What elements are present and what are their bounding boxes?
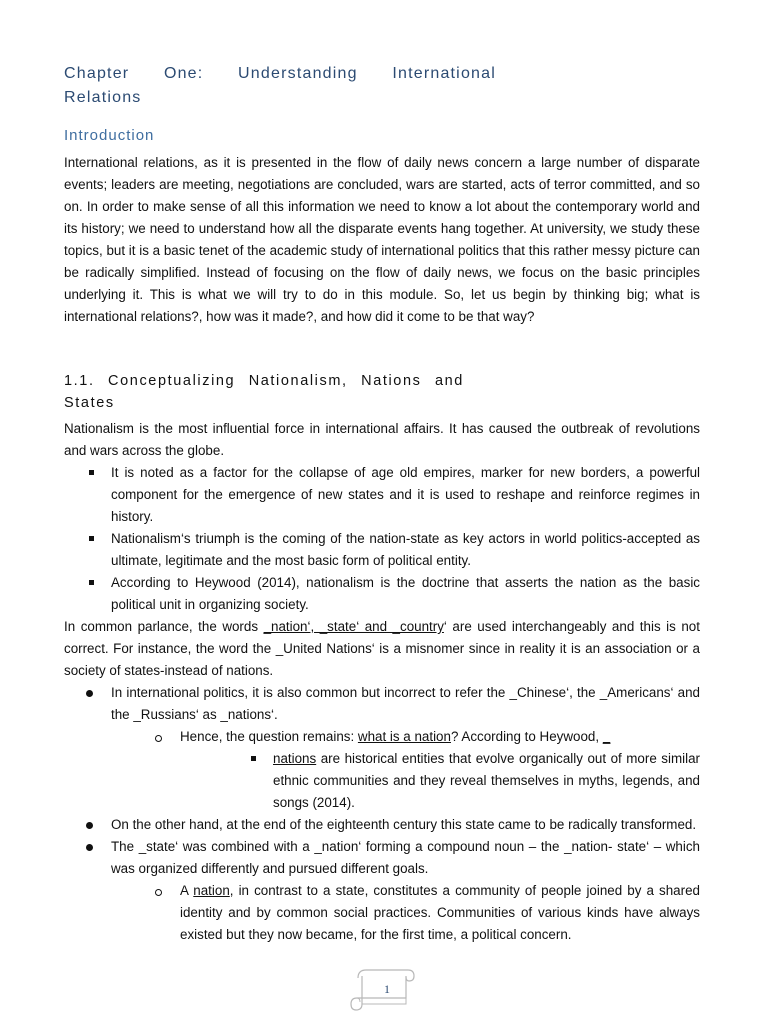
common-parlance-paragraph bbox=[64, 616, 700, 682]
list-item bbox=[64, 836, 700, 946]
section-heading-word: 1.1. bbox=[64, 373, 95, 389]
chapter-title-word: Chapter bbox=[64, 65, 130, 82]
introduction-paragraph: International relations, as it is presented in the flow of daily news concern a large number of disparate events; leaders are meeting, negotiations are concluded, wars are started, acts of terror committed, and so on. In order to make sense of all this information we need to know a lot about the contemporary world and its history; we need to understand how all the disparate events hang together. At university, we study these topics, but it is a basic tenet of the academic study of international politics that this rather messy picture can be radically simplified. Instead of focusing on the flow of daily news, we focus on the basic principles underlying it. This is what we will try to do in this module. So, let us begin by thinking big; what is international relations?, how was it made?, and how did it come to be that way? bbox=[64, 155, 700, 324]
nationalism-bullet-list bbox=[64, 462, 700, 616]
text-run: In common parlance, the words bbox=[64, 619, 264, 634]
underlined-mark: _ bbox=[602, 729, 611, 744]
section-heading-word: Nations bbox=[361, 373, 422, 389]
list-item-text: On the other hand, at the end of the eighteenth century this state came to be radically transformed. bbox=[111, 817, 697, 832]
underlined-question: what is a nation bbox=[357, 729, 451, 744]
list-item bbox=[134, 880, 700, 946]
chapter-title-line2: Relations bbox=[64, 89, 142, 106]
text-run: Hence, the question remains: bbox=[180, 729, 358, 744]
list-item: It is noted as a factor for the collapse of age old empires, marker for new borders, a powerful component for the emergence of new states and it is used to reshape and reinforce regimes in history. bbox=[64, 462, 700, 528]
bullet-circle-icon bbox=[155, 735, 162, 742]
text-run: ‘ are used interchangeably and this is not correct. For instance, the word the _United Nations‘ is a misnomer since in reality it is an association or a society of states-instead of nations. bbox=[64, 619, 700, 678]
text-run: , in contrast to a state, constitutes a community of people joined by a shared identity and by common social practices. Communities of various kinds have always existed but they now became, for the first time, a political concern. bbox=[180, 883, 700, 942]
section-heading-word: Nationalism, bbox=[248, 373, 348, 389]
nationalism-paragraph: Nationalism is the most influential force in international affairs. It has caused the outbreak of revolutions and wars across the globe. bbox=[64, 421, 700, 458]
bullet-dot-icon bbox=[86, 822, 93, 829]
text-run: ? According to Heywood, bbox=[450, 729, 603, 744]
underlined-term: nation bbox=[193, 883, 230, 898]
list-item-text: The _state‘ was combined with a _nation‘ forming a compound noun – the _nation- state‘ – which was organized differently and pursued different goals. bbox=[111, 839, 700, 876]
section-heading-line2: States bbox=[64, 395, 115, 411]
introduction-heading: Introduction bbox=[64, 127, 155, 144]
list-item-text: In international politics, it is also common but incorrect to refer the _Chinese‘, the _Americans‘ and the _Russians‘ as _nations‘. bbox=[111, 685, 700, 722]
list-item: According to Heywood (2014), nationalism is the doctrine that asserts the nation as the basic political unit in organizing society. bbox=[64, 572, 700, 616]
section-body bbox=[64, 418, 700, 946]
dot-bullet-list bbox=[64, 682, 700, 946]
sub-bullet-list bbox=[134, 726, 700, 814]
sub-bullet-list bbox=[134, 880, 700, 946]
list-item bbox=[226, 748, 700, 814]
text-run: A bbox=[180, 883, 194, 898]
section-heading-word: Conceptualizing bbox=[108, 373, 236, 389]
bullet-dot-icon bbox=[86, 844, 93, 851]
list-item: Nationalism‘s triumph is the coming of the nation-state as key actors in world politics-accepted as ultimate, legitimate and the most basic form of political entity. bbox=[64, 528, 700, 572]
text-run: are historical entities that evolve organically out of more similar ethnic communities and they reveal themselves in myths, legends, and songs (2014). bbox=[273, 751, 700, 810]
chapter-title-word: International bbox=[392, 65, 496, 82]
section-heading bbox=[64, 370, 464, 414]
chapter-title-word: Understanding bbox=[238, 65, 358, 82]
list-item bbox=[64, 682, 700, 814]
sub-sub-bullet-list bbox=[226, 748, 700, 814]
bullet-dot-icon bbox=[86, 690, 93, 697]
chapter-title-word: One: bbox=[163, 65, 204, 82]
list-item bbox=[64, 814, 700, 836]
underlined-terms: _nation‘, _state‘ and _country bbox=[263, 619, 444, 634]
page-number: 1 bbox=[384, 982, 390, 996]
section-heading-word: and bbox=[434, 373, 464, 389]
chapter-title bbox=[64, 62, 496, 110]
list-item bbox=[134, 726, 700, 814]
bullet-circle-icon bbox=[155, 889, 162, 896]
underlined-term: nations bbox=[273, 751, 317, 766]
